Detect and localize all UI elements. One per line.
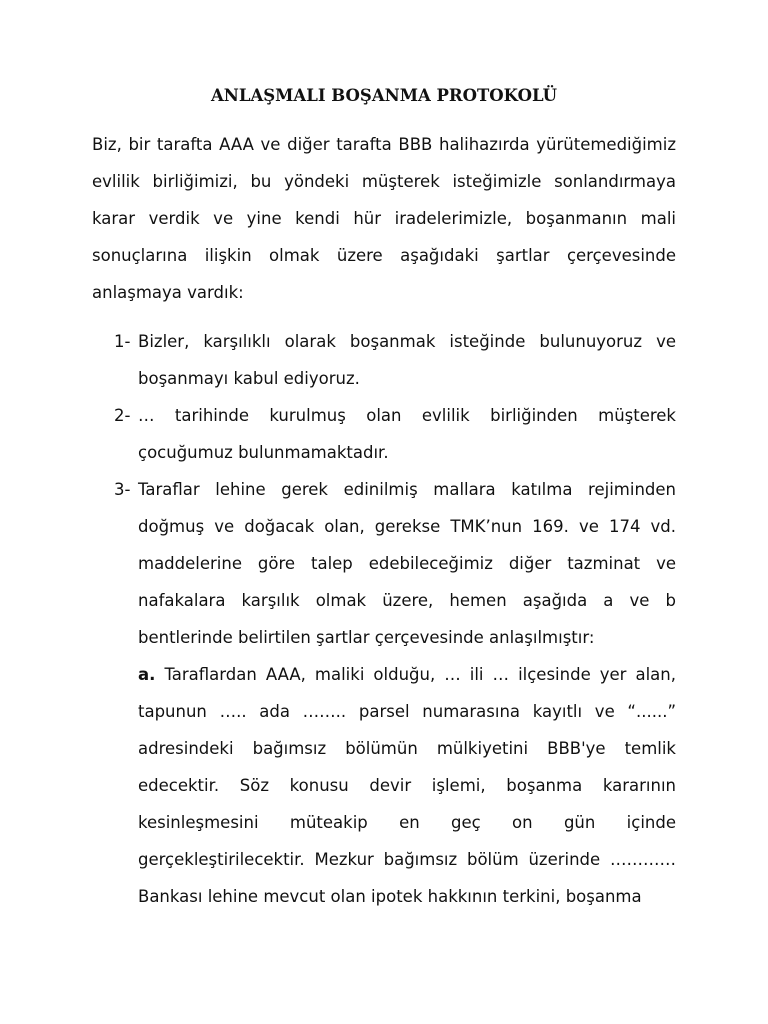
list-item — [92, 397, 676, 471]
list-item-text: Taraflar lehine gerek edinilmiş mallara katılma rejiminden doğmuş ve doğacak olan, gerekse TMK’nun 169. ve 174 vd. maddelerine göre talep edebileceğimiz diğer tazminat ve nafakalara karşılık olmak üzere, hemen aşağıda a ve b bentlerinde belirtilen şartlar çerçevesinde anlaşılmıştır: — [138, 480, 676, 647]
sub-item-a — [138, 656, 676, 915]
list-item-text: … tarihinde kurulmuş olan evlilik birliğinden müşterek çocuğumuz bulunmamaktadır. — [138, 406, 676, 462]
terms-list — [92, 323, 676, 915]
intro-paragraph: Biz, bir tarafta AAA ve diğer tarafta BBB halihazırda yürütemediğimiz evlilik birliğimizi, bu yöndeki müşterek isteğimizle sonlandırmaya karar verdik ve yine kendi hür iradelerimizle, boşanmanın mali sonuçlarına ilişkin olmak üzere aşağıdaki şartlar çerçevesinde anlaşmaya vardık: — [92, 135, 676, 302]
list-item-number: 3- — [114, 480, 131, 499]
list-item-number: 1- — [114, 332, 131, 351]
document-title: ANLAŞMALI BOŞANMA PROTOKOLÜ — [210, 86, 558, 105]
list-item — [92, 323, 676, 397]
list-item — [92, 471, 676, 915]
list-item-text: Bizler, karşılıklı olarak boşanmak isteğinde bulunuyoruz ve boşanmayı kabul ediyoruz. — [138, 332, 676, 388]
sub-item-text: Taraflardan AAA, maliki olduğu, … ili … ilçesinde yer alan, tapunun ….. ada …….. parsel numarasına kayıtlı ve “......” adresindeki bağımsız bölümün mülkiyetini BBB'ye temlik edecektir. Söz konusu devir işlemi, boşanma kararının kesinleşmesini müteakip en geç on gün içinde gerçekleştirilecektir. Mezkur bağımsız bölüm üzerinde ………… Bankası lehine mevcut olan ipotek hakkının terkini, boşanma — [138, 665, 676, 906]
sub-item-label: a. — [138, 665, 156, 684]
list-item-number: 2- — [114, 406, 131, 425]
